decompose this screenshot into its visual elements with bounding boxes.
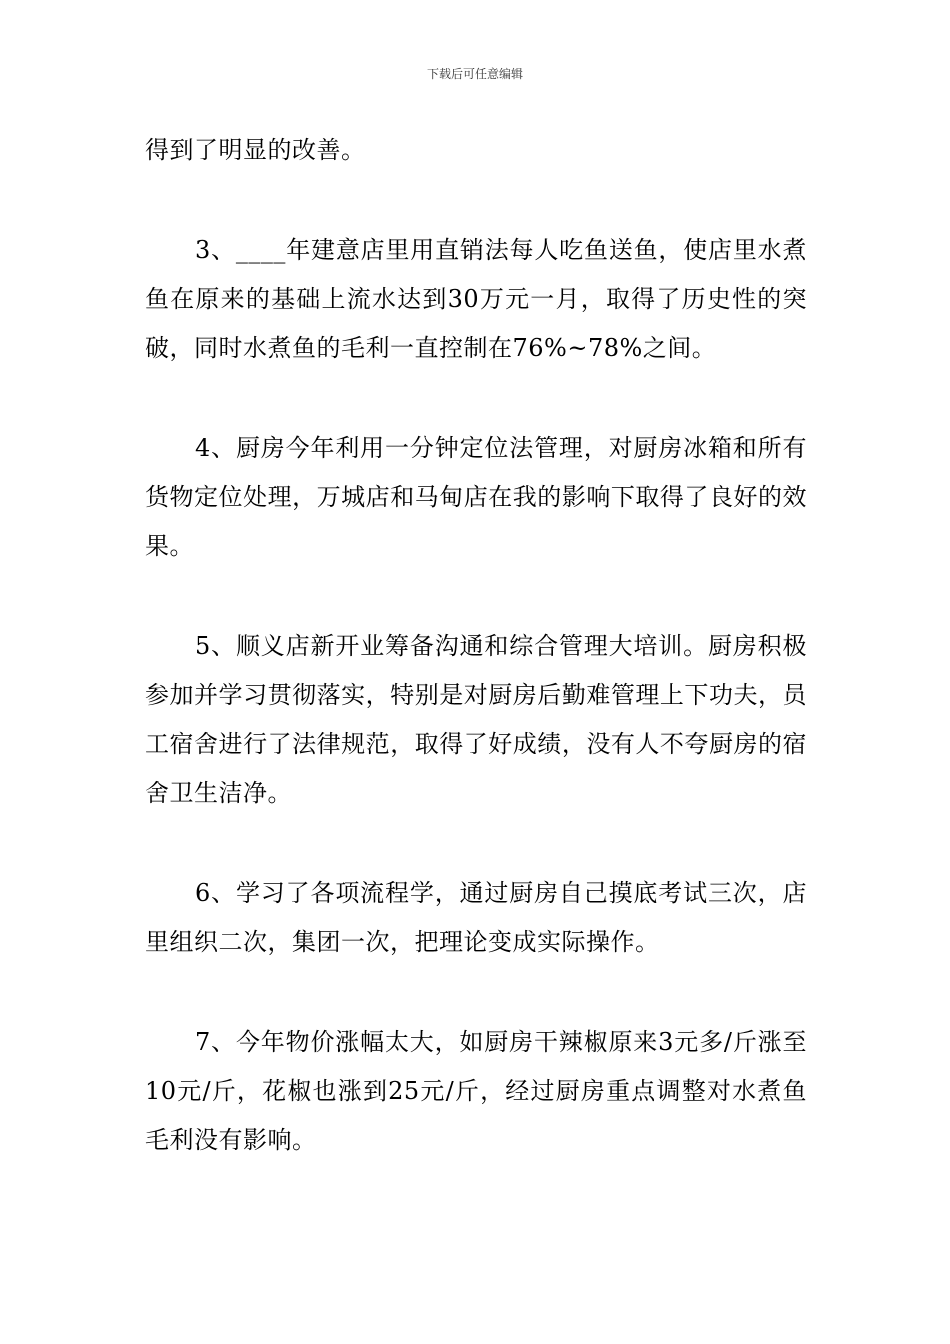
paragraph-item-3: 3、____年建意店里用直销法每人吃鱼送鱼，使店里水煮鱼在原来的基础上流水达到30万元一月，取得了历史性的突破，同时水煮鱼的毛利一直控制在76%~78%之间。 bbox=[145, 236, 807, 362]
paragraph-gap bbox=[145, 373, 807, 424]
paragraph-continuation: 得到了明显的改善。 bbox=[145, 136, 366, 164]
document-body bbox=[145, 126, 807, 1165]
page-header-note: 下载后可任意编辑 bbox=[426, 67, 523, 81]
paragraph-item-7: 7、今年物价涨幅太大，如厨房干辣椒原来3元多/斤涨至10元/斤，花椒也涨到25元/斤，经过厨房重点调整对水煮鱼毛利没有影响。 bbox=[145, 1028, 807, 1154]
paragraph-gap bbox=[145, 571, 807, 622]
paragraph-gap bbox=[145, 967, 807, 1018]
paragraph-item-4: 4、厨房今年利用一分钟定位法管理，对厨房冰箱和所有货物定位处理，万城店和马甸店在我的影响下取得了良好的效果。 bbox=[145, 434, 807, 560]
paragraph-gap bbox=[145, 175, 807, 226]
paragraph-item-5: 5、顺义店新开业筹备沟通和综合管理大培训。厨房积极参加并学习贯彻落实，特别是对厨房后勤难管理上下功夫，员工宿舍进行了法律规范，取得了好成绩，没有人不夸厨房的宿舍卫生洁净。 bbox=[145, 632, 807, 807]
paragraph-item-6: 6、学习了各项流程学，通过厨房自己摸底考试三次，店里组织二次，集团一次，把理论变成实际操作。 bbox=[145, 879, 807, 956]
paragraph-gap bbox=[145, 818, 807, 869]
